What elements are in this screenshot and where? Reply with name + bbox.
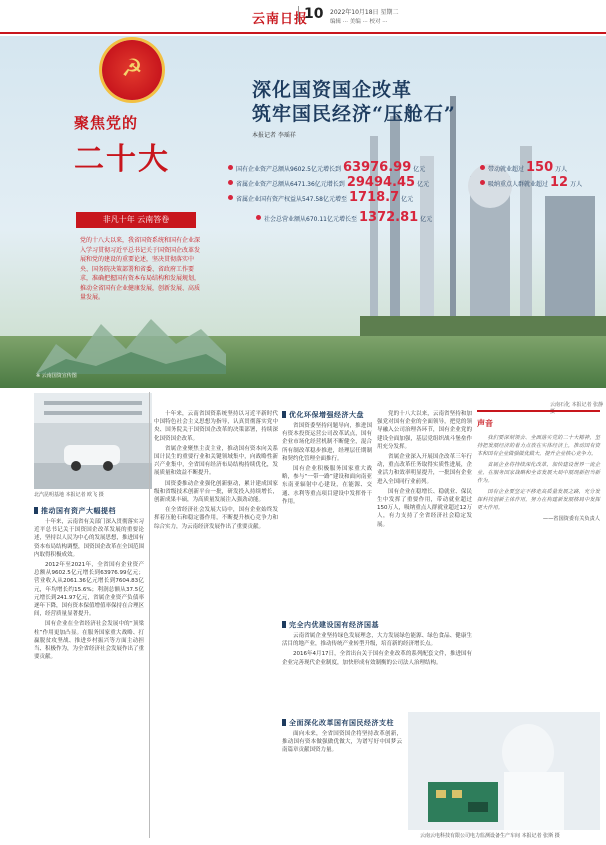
feature-intro: 党的十八大以来，我省国资系统和国有企业深入学习贯彻习近平总书记关于国资国企改革发展和党的建设的重要论述，坚决贯彻落实中央、国务院决策部署和省委、省政府工作要求，准确把握国有资本布局结构和发展规划，推动全省国有企业健康发展，创新发展、高质量发展。 [80, 237, 201, 301]
stat-item-right: 带动就业超过 150 万人 [480, 160, 567, 175]
article-column-1: 十年来，云南省有关部门深入贯彻落实习近平总书记关于国资国企改革发展的重要论述，坚持以人民为中心的发展思想，推进国有资本布局结构调整，国资国企改革在全国范围内取得积极成效。 2012年至2021年，全省国有企业资产总额从9602.5亿元增长到63976.99亿元；营业收入从2061.36亿元增长到7604.83亿元，年均增长约15.6%；利润总额从37.5亿元增长到241.97亿元，省属企业资产负债率逐年下降，国有资本保值增值率保持在合理区间，经营质量显著提升。 国有企业在全省经济社会发展中的“顶梁柱”作用更加凸显。在服务国家重大战略、打赢脱贫攻坚战、推进乡村振兴等方面主动担当、积极作为，为全省经济社会发展作出了重要贡献。 [34, 519, 144, 661]
section-heading: 推动国有资产大幅提档 [34, 506, 116, 516]
article-column-5: 面向未来，全省国资国企将坚持改革创新，推动国有资本做强做优做大，为谱写好中国梦云南篇章贡献国资力量。 [282, 731, 402, 754]
focus-title-line2: 二十大 [74, 142, 170, 177]
section-heading: 优化环保增强经济大盘 [282, 410, 364, 420]
commentary-text: 我们要深刻领会、全面落实党的二十大精神，坚持把发展经济的着力点放在实体经济上，推动国有资本和国有企业做强做优做大，提升企业核心竞争力。 省属企业将持续深化改革，加快建设世界一流企业，在服务国家战略和全省发展大局中展现新担当新作为。 国有企业要坚定不移走高质量发展之路，充分发挥科技创新主体作用，努力在构建新发展格局中发挥更大作用。 ——省国资委有关负责人 [477, 435, 600, 522]
article-column-3: 省国资委坚持问题导向，推进国有资本投资运营公司改革试点，国有企业市场化经营机制不断健全，混合所有制改革稳步推进，经理层任期制和契约化管理全面推行。 国有企业积极服务国家重大战略，参与“一带一路”建设和面向南亚东南亚辐射中心建设，在能源、交通、水利等重点项目建设中发挥骨干作用。 [282, 423, 372, 505]
stat-item: 省属企业国有资产权益从547.58亿元增至 1718.7 亿元 [228, 190, 413, 205]
section-heading: 完全内优建设国有经济国基 [282, 620, 379, 630]
newspaper-logo: 云南日报 [252, 12, 309, 27]
photo-caption-bottom: 云南云电科技有限公司电力监测设备生产车间 本报记者 张斯 摄 [420, 833, 560, 839]
map-caption: ※ 云南国资宣传图 [36, 373, 77, 379]
stat-item-right: 吸纳重点人群就业超过 12 万人 [480, 175, 582, 190]
series-ribbon: 非凡十年 云南答卷 [76, 212, 196, 228]
photo-caption-left: 北汽昆明基地 本报记者 欧飞 摄 [34, 492, 104, 498]
commentary-signature: ——省国资委有关负责人 [542, 516, 600, 522]
byline: 本报记者 李瑶祥 [252, 132, 296, 139]
stat-item: 省属企业资产总额从6471.36亿元增长到 29494.45 亿元 [228, 175, 429, 190]
headline-line2: 筑牢国民经济“压舱石” [252, 103, 456, 125]
stat-item: 国有企业资产总额从9602.5亿元增长到 63976.99 亿元 [228, 160, 425, 175]
mountain-illustration [36, 304, 226, 374]
article-column-3b: 云南省属企业坚持绿色发展理念，大力发展绿色能源、绿色食品、健康生活目的地产业，推动传统产业转型升级，培育新的经济增长点。 2016年4月17日，全省出台关于国有企业改革的系列配套文件，推进国有企业完善现代企业制度，加快形成有效制衡的公司法人治理结构。 [282, 633, 472, 666]
commentary-title: 声音 [477, 419, 493, 428]
article-column-2: 十年来，云南省国资系统坚持以习近平新时代中国特色社会主义思想为指导，认真贯彻落实党中央、国务院关于国资国企改革的决策部署，持续深化国资国企改革。 省属企业聚焦主责主业，推动国有资本向关系国计民生的重要行业和关键领域集中，向战略性新兴产业集中，全省国有经济布局结构持续优化，发展质量和效益不断提升。 国资委推动企业强化创新驱动，累计建成国家级和省级技术创新平台一批，研发投入持续增长，创新成果丰硕，为高质量发展注入强劲动能。 在全省经济社会发展大局中，国有企业始终发挥着压舱石和稳定器作用，不断提升核心竞争力和综合实力，为云南经济发展作出了重要贡献。 [154, 411, 278, 530]
party-emblem-icon: ☭ [102, 40, 162, 100]
column-divider [149, 392, 150, 838]
article-column-4: 党的十八大以来，云南省坚持和加强党对国有企业的全面领导，把党的领导融入公司治理各环节，国有企业党的建设全面加强，基层党组织战斗堡垒作用充分发挥。 省属企业深入开展国企改革三年行动，重点改革任务取得实质性进展，企业活力和效率明显提升，一批国有企业进入全国同行业前列。 国有企业在稳增长、稳就业、保民生中发挥了重要作用，带动就业超过150万人，吸纳重点人群就业超过12万人，有力支持了全省经济社会稳定发展。 [377, 411, 472, 528]
main-headline [252, 78, 456, 126]
car-factory-photo [34, 393, 152, 489]
issue-date: 2022年10月18日 星期二 [330, 9, 399, 16]
electronics-lab-photo [408, 712, 600, 830]
focus-title-line1: 聚焦党的 [74, 114, 139, 132]
masthead [0, 0, 606, 34]
page-number: 10 [298, 6, 323, 22]
feature-panel [52, 40, 222, 301]
editor-credits: 编辑 ··· 美编 ··· 校对 ··· [330, 19, 388, 25]
section-heading: 全面深化改革国有国民经济支柱 [282, 718, 394, 728]
stat-item: 社会总营业额从670.11亿元增长至 1372.81 亿元 [256, 210, 432, 225]
hero-photo-caption: 云南石化 本报记者 张静 摄 [550, 402, 604, 415]
commentary-box [477, 410, 600, 700]
headline-line1: 深化国资国企改革 [252, 79, 413, 101]
